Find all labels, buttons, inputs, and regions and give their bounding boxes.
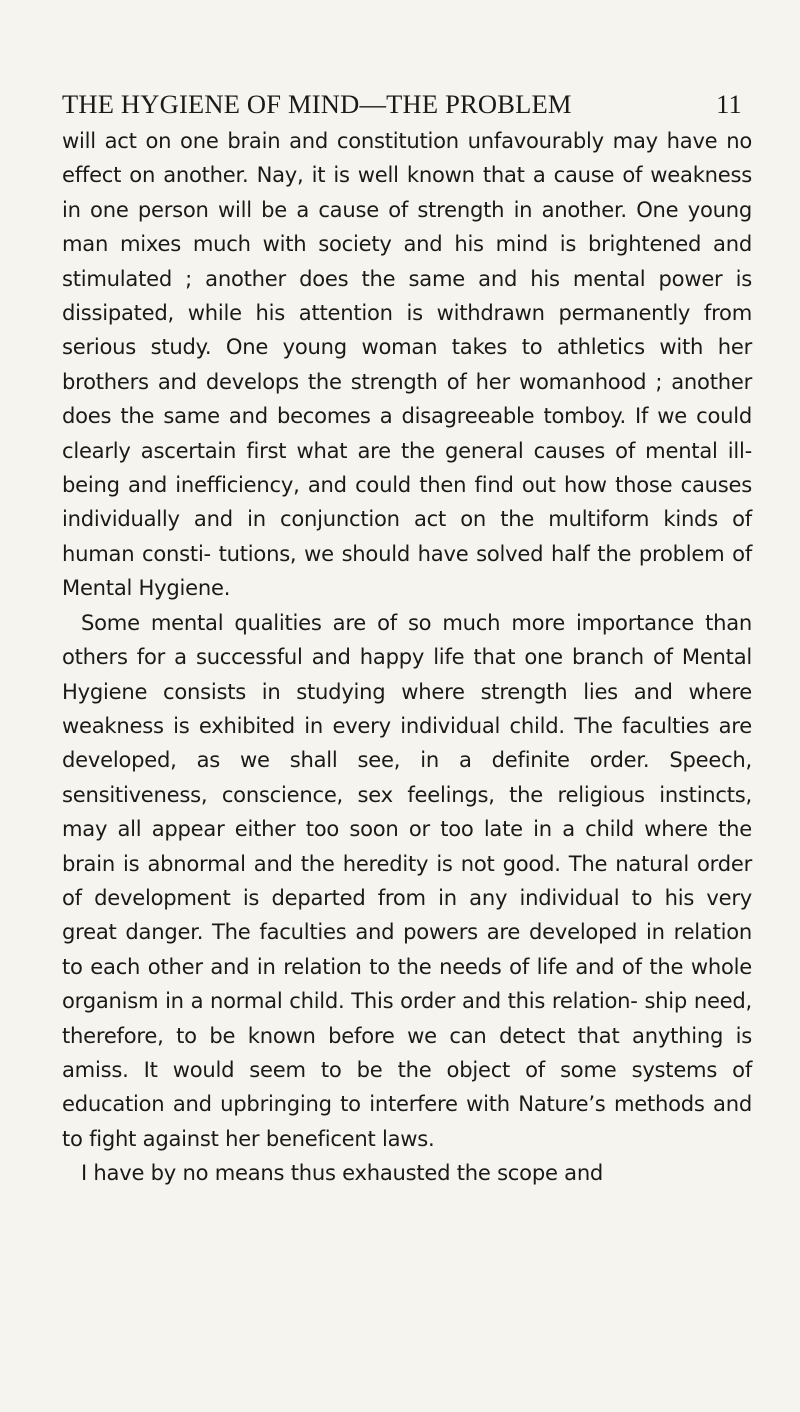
running-head-title: THE HYGIENE OF MIND—THE PROBLEM — [62, 89, 572, 119]
running-head — [62, 88, 742, 120]
paragraph-3: I have by no means thus exhausted the scope and — [81, 1160, 604, 1186]
page-number: 11 — [716, 89, 742, 119]
paragraph-2: Some mental qualities are of so much more importance than others for a successful and happy life that one branch of Mental Hygiene consists in studying where strength lies and where weakness is exhibited in every individual child. The faculties are developed, as we shall see, in a definite order. Speech, sensitiveness, conscience, sex feelings, the religious instincts, may all appear either too soon or too late in a child where the brain is abnormal and the heredity is not good. The natural order of development is departed from in any individual to his very great danger. The faculties and powers are developed in relation to each other and in relation to the needs of life and of the whole organism in a normal child. This order and this relation- ship need, therefore, to be known before we can detect that anything is amiss. It would seem to be the object of some systems of education and upbringing to interfere with Nature’s methods and to fight against her beneficent laws. — [62, 609, 752, 1151]
paragraph-1: will act on one brain and constitution unfavourably may have no effect on another. Nay, it is well known that a cause of weakness in one person will be a cause of strength in another. One young man mixes much with society and his mind is brightened and stimulated ; another does the same and his mental power is dissipated, while his attention is withdrawn permanently from serious study. One young woman takes to athletics with her brothers and develops the strength of her womanhood ; another does the same and becomes a disagreeable tomboy. If we could clearly ascertain first what are the general causes of mental ill-being and inefficiency, and could then find out how those causes individually and in conjunction act on the multiform kinds of human consti- tutions, we should have solved half the problem of Mental Hygiene. — [62, 128, 752, 601]
body-text — [62, 124, 752, 1191]
